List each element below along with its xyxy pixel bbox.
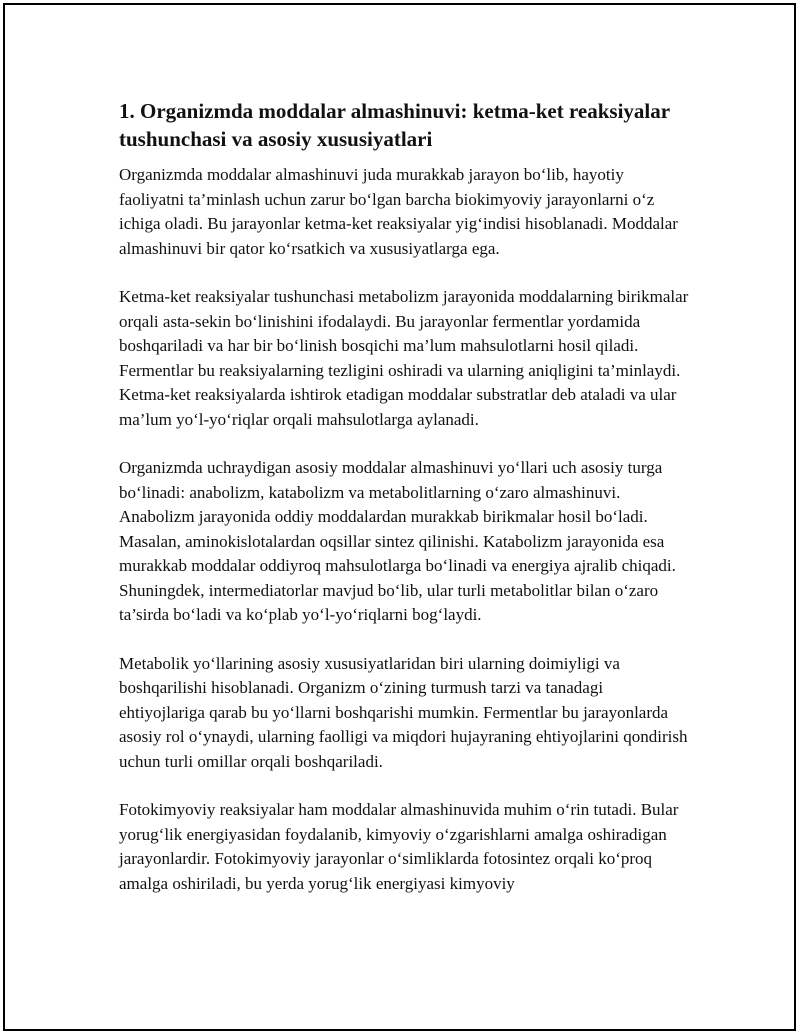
section-heading: 1. Organizmda moddalar almashinuvi: ketma-ket reaksiyalar tushunchasi va asosiy xususiyatlari xyxy=(119,99,670,151)
paragraph-3: Organizmda uchraydigan asosiy moddalar almashinuvi yo‘llari uch asosiy turga bo‘linadi: anabolizm, katabolizm va metabolitlarning o‘zaro almashinuvi. Anabolizm jarayonida oddiy moddalardan murakkab birikmalar hosil bo‘ladi. Masalan, aminokislotalardan oqsillar sintez qilinishi. Katabolizm jarayonida esa murakkab moddalar oddiyroq mahsulotlarga bo‘linadi va energiya ajralib chiqadi. Shuningdek, intermediatorlar mavjud bo‘lib, ular turli metabolitlar bilan o‘zaro ta’sirda bo‘ladi va ko‘plab yo‘l-yo‘riqlarni bog‘laydi. xyxy=(119,458,676,624)
document-body xyxy=(119,97,689,920)
paragraph-1: Organizmda moddalar almashinuvi juda murakkab jarayon bo‘lib, hayotiy faoliyatni ta’minlash uchun zarur bo‘lgan barcha biokimyoviy jarayonlarni o‘z ichiga oladi. Bu jarayonlar ketma-ket reaksiyalar yig‘indisi hisoblanadi. Moddalar almashinuvi bir qator ko‘rsatkich va xususiyatlarga ega. xyxy=(119,165,678,258)
paragraph-5: Fotokimyoviy reaksiyalar ham moddalar almashinuvida muhim o‘rin tutadi. Bular yorug‘lik energiyasidan foydalanib, kimyoviy o‘zgarishlarni amalga oshiradigan jarayonlardir. Fotokimyoviy jarayonlar o‘simliklarda fotosintez orqali ko‘proq amalga oshiriladi, bu yerda yorug‘lik energiyasi kimyoviy xyxy=(119,800,679,893)
paragraph-4: Metabolik yo‘llarining asosiy xususiyatlaridan biri ularning doimiyligi va boshqarilishi hisoblanadi. Organizm o‘zining turmush tarzi va tanadagi ehtiyojlariga qarab bu yo‘llarni boshqarishi mumkin. Fermentlar bu jarayonlarda asosiy rol o‘ynaydi, ularning faolligi va miqdori hujayraning ehtiyojlarini qondirish uchun turli omillar orqali boshqariladi. xyxy=(119,653,688,771)
page-frame xyxy=(3,3,796,1031)
paragraph-2: Ketma-ket reaksiyalar tushunchasi metabolizm jarayonida moddalarning birikmalar orqali asta-sekin bo‘linishini ifodalaydi. Bu jarayonlar fermentlar yordamida boshqariladi va har bir bo‘linish bosqichi ma’lum mahsulotlarni hosil qiladi. Fermentlar bu reaksiyalarning tezligini oshiradi va ularning aniqligini ta’minlaydi. Ketma-ket reaksiyalarda ishtirok etadigan moddalar substratlar deb ataladi va ular ma’lum yo‘l-yo‘riqlar orqali mahsulotlarga aylanadi. xyxy=(119,287,689,429)
